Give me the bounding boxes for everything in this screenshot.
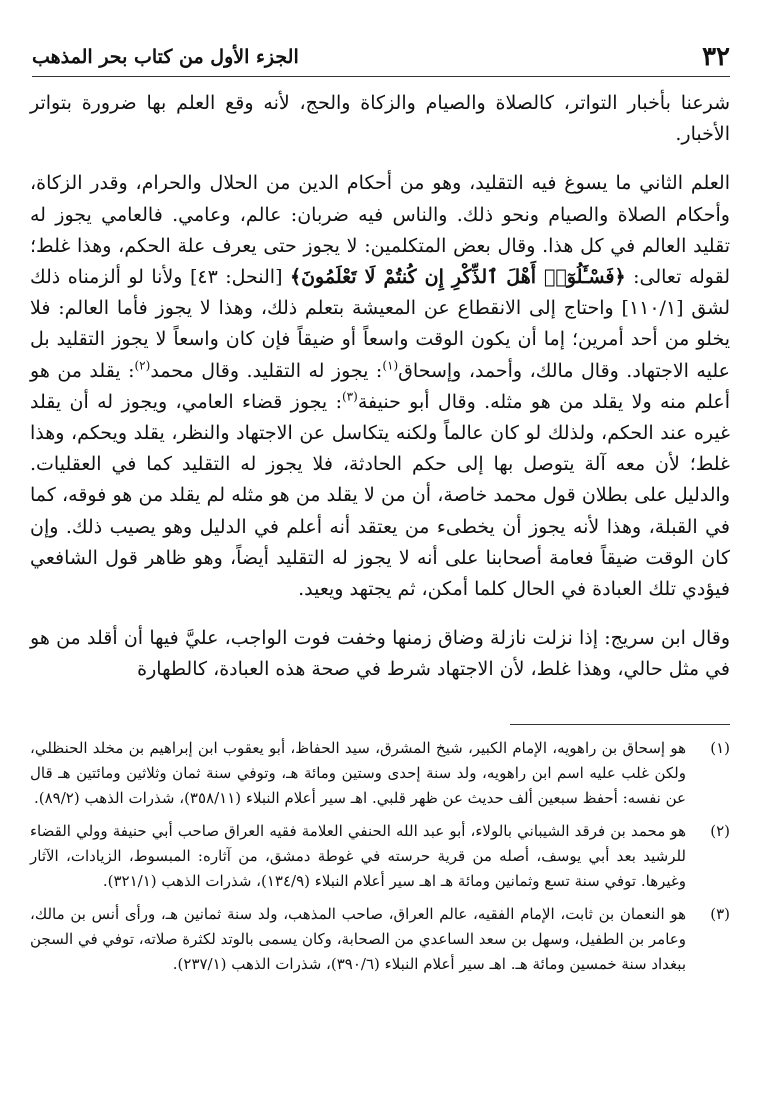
paragraph-1 [30, 88, 730, 150]
main-text [30, 88, 730, 686]
header-divider [32, 76, 730, 77]
paragraph-2-text-e: : يجوز قضاء العامي، ويجوز له أن يقلد غيره عند الحكم، ولذلك لو كان عالماً ولكنه يتكاسل عن الاجتهاد والنظر، يقلد ويحكم، وهذا غلط؛ لأن معه آلة يتوصل بها إلى حكم الحادثة، فلا يجوز له التقليد كما في العقليات. والدليل على بطلان قول محمد خاصة، أن من لا يقلد من هو مثله لم يقلد من هو فوقه، كما في القبلة، وهذا لأنه يجوز أن يخطىء من يعتقد أنه أعلم في الدليل وهو يصيب ذلك. وإن كان الوقت ضيقاً فعامة أصحابنا على أنه لا يجوز له التقليد أيضاً، وهو ظاهر قول الشافعي فيؤدي تلك العبادة في الحال كلما أمكن، ثم يجتهد ويعيد. [30, 390, 730, 601]
paragraph-1-text: شرعنا بأخبار التواتر، كالصلاة والصيام والزكاة والحج، لأنه وقع العلم بها ضرورة بتواتر الأخبار. [30, 92, 730, 146]
footnote-text: هو النعمان بن ثابت، الإمام الفقيه، عالم العراق، صاحب المذهب، ولد سنة ثمانين هـ، ورأى أنس بن مالك، وعامر بن الطفيل، وسهل بن سعد الساعدي من الصحابة، وكان يسمى بالوتد لكثرة صلاته، توفي في السجن ببغداد سنة خمسين ومائة هـ. اهـ سير أعلام النبلاء (٣٩٠/٦)، شذرات الذهب (٢٣٧/١). [29, 905, 686, 973]
paragraph-2-text-d: : يقلد من هو أعلم منه ولا يقلد من هو مثله. وقال أبو حنيفة [30, 359, 730, 413]
footnote-text: هو محمد بن فرقد الشيباني بالولاء، أبو عبد الله الحنفي العلامة فقيه العراق صاحب أبي حنيفة وولي القضاء للرشيد بعد أبي يوسف، أصله من قرية حرسته في غوطة دمشق، من آثاره: المبسوط، الزيادات، الآثار وغيرها. توفي سنة تسع وثمانين ومائة هـ اهـ سير أعلام النبلاء (١٣٤/٩)، شذرات الذهب (٣٢١/١). [30, 822, 687, 890]
footnote-number: (١) [710, 739, 730, 757]
paragraph-3-text: وقال ابن سريج: إذا نزلت نازلة وضاق زمنها وخفت فوت الواجب، عليَّ فيها أن أقلد من هو في مثل حالي، وهذا غلط، لأن الاجتهاد شرط في صحة هذه العبادة، كالطهارة [30, 627, 730, 681]
footnote-1 [30, 736, 730, 811]
footnotes [30, 736, 730, 985]
footnote-number: (٣) [710, 905, 730, 923]
footnote-2 [30, 819, 730, 894]
footnote-ref-2[interactable]: (٢) [134, 358, 151, 373]
running-title: الجزء الأول من كتاب بحر المذهب [32, 46, 299, 68]
paragraph-3 [30, 623, 730, 685]
footnote-number: (٢) [710, 822, 730, 840]
paragraph-2-text-c: : يجوز له التقليد. وقال محمد [150, 359, 383, 382]
paragraph-2 [30, 168, 730, 605]
paragraph-2-text-b: ولأنا لو ألزمناه ذلك لشق [١١٠/١] واحتاج إلى الانقطاع عن المعيشة بتعلم ذلك، وهذا لا يجوز فأما العالم: فلا يخلو من أحد أمرين؛ إما أن يكون الوقت واسعاً أو ضيقاً فإن كان واسعاً لا يجوز التقليد بل عليه الاجتهاد. وقال مالك، وأحمد، وإسحاق [30, 266, 730, 382]
page-number: ٣٢ [702, 42, 730, 72]
footnote-divider [510, 724, 730, 725]
footnote-ref-3[interactable]: (٣) [341, 389, 358, 404]
paragraph-2-text-a: العلم الثاني ما يسوغ فيه التقليد، وهو من أحكام الدين من الحلال والحرام، وقدر الزكاة، وأحكام الصلاة والصيام ونحو ذلك. والناس فيه ضربان: عالم، وعامي. فالعامي يجوز له تقليد العالم في كل هذا. وقال بعض المتكلمين: لا يجوز حتى يعرف علة الحكم، وهذا غلط؛ لقوله تعالى: [30, 172, 731, 289]
footnote-ref-1[interactable]: (١) [382, 358, 399, 373]
quran-verse: ﴿فَسْـَٔلُوٓا۟ أَهْلَ ٱلذِّكْرِ إِن كُنتُمْ لَا تَعْلَمُونَ﴾ [289, 266, 626, 289]
footnote-text: هو إسحاق بن راهويه، الإمام الكبير، شيخ المشرق، سيد الحفاظ، أبو يعقوب ابن إبراهيم بن مخلد الحنظلي، ولكن غلب عليه اسم ابن راهويه، ولد سنة إحدى وستين ومائة هـ، وتوفي سنة ثمان وثلاثين ومائتين هـ قال عن نفسه: أحفظ سبعين ألف حديث عن ظهر قلبي. اهـ سير أعلام النبلاء (٣٥٨/١١)، شذرات الذهب (٨٩/٢). [30, 739, 686, 807]
page-header [32, 40, 730, 76]
footnote-3 [30, 902, 730, 977]
quran-reference: [النحل: ٤٣] [189, 266, 283, 289]
